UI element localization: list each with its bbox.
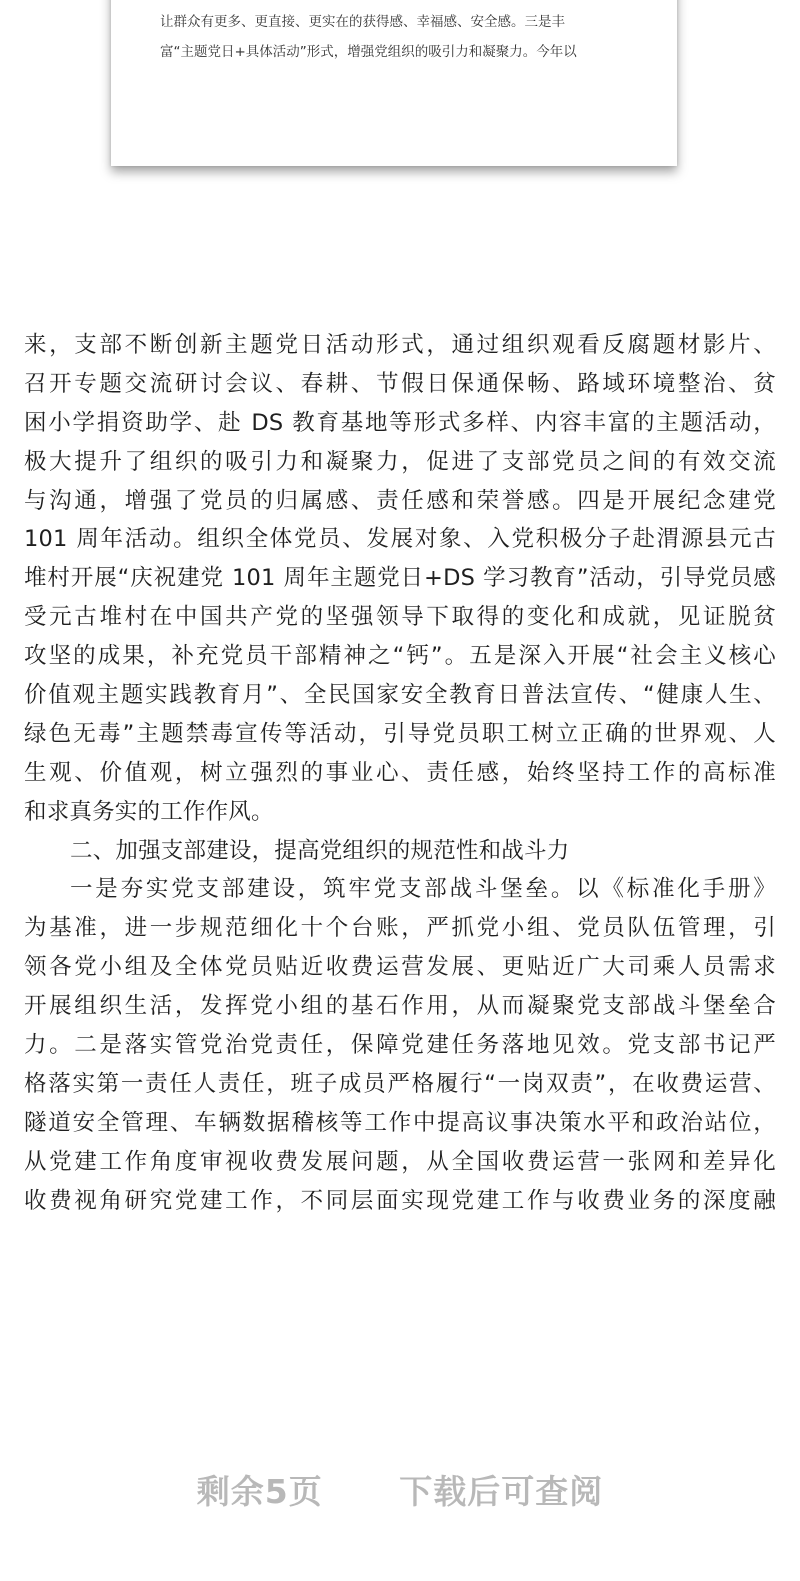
body-line: 一是夯实党支部建设，筑牢党支部战斗堡垒。以《标准化手册》 <box>70 876 776 903</box>
preview-line: 让群众有更多、更直接、更实在的获得感、幸福感、安全感。三是丰 <box>160 14 565 30</box>
body-line: 收费视角研究党建工作，不同层面实现党建工作与收费业务的深度融 <box>24 1187 776 1214</box>
body-line: 生观、价值观，树立强烈的事业心、责任感，始终坚持工作的高标准 <box>24 759 776 786</box>
body-line: 开展组织生活，发挥党小组的基石作用，从而凝聚党支部战斗堡垒合 <box>24 993 776 1020</box>
download-to-view-label[interactable]: 下载后可查阅 <box>399 1472 604 1511</box>
body-line: 从党建工作角度审视收费发展问题，从全国收费运营一张网和差异化 <box>24 1148 776 1175</box>
body-line: 绿色无毒”主题禁毒宣传等活动，引导党员职工树立正确的世界观、人 <box>24 720 776 747</box>
body-line: 来，支部不断创新主题党日活动形式，通过组织观看反腐题材影片、 <box>24 332 776 358</box>
body-line: 受元古堆村在中国共产党的坚强领导下取得的变化和成就，见证脱贫 <box>24 604 776 631</box>
preview-line: 富“主题党日+具体活动”形式，增强党组织的吸引力和凝聚力。今年以 <box>160 44 577 60</box>
download-prompt[interactable] <box>0 1466 800 1513</box>
body-line: 与沟通，增强了党员的归属感、责任感和荣誉感。四是开展纪念建党 <box>24 487 776 514</box>
body-line: 价值观主题实践教育月”、全民国家安全教育日普法宣传、“健康人生、 <box>24 682 776 709</box>
body-line: 隧道安全管理、车辆数据稽核等工作中提高议事决策水平和政治站位， <box>24 1109 776 1136</box>
body-line: 攻坚的成果，补充党员干部精神之“钙”。五是深入开展“社会主义核心 <box>24 643 776 670</box>
body-line: 力。二是落实管党治党责任，保障党建任务落地见效。党支部书记严 <box>24 1032 776 1059</box>
body-line: 领各党小组及全体党员贴近收费运营发展、更贴近广大司乘人员需求 <box>24 954 776 981</box>
body-line: 困小学捐资助学、赴 DS 教育基地等形式多样、内容丰富的主题活动， <box>24 409 776 436</box>
body-line: 召开专题交流研讨会议、春耕、节假日保通保畅、路域环境整治、贫 <box>24 370 776 397</box>
body-line: 101 周年活动。组织全体党员、发展对象、入党积极分子赴渭源县元古 <box>24 526 776 553</box>
remaining-pages-label: 剩余5页 <box>196 1472 323 1511</box>
body-line: 堆村开展“庆祝建党 101 周年主题党日+DS 学习教育”活动，引导党员感 <box>24 565 776 592</box>
body-line: 格落实第一责任人责任，班子成员严格履行“一岗双责”，在收费运营、 <box>24 1070 776 1097</box>
body-line: 和求真务实的工作作风。 <box>24 798 274 825</box>
document-body <box>24 326 776 1220</box>
section-heading: 二、加强支部建设，提高党组织的规范性和战斗力 <box>70 837 570 864</box>
body-line: 为基准，进一步规范细化十个台账，严抓党小组、党员队伍管理，引 <box>24 915 776 942</box>
preview-page-card <box>111 0 677 166</box>
body-line: 极大提升了组织的吸引力和凝聚力，促进了支部党员之间的有效交流 <box>24 448 776 475</box>
